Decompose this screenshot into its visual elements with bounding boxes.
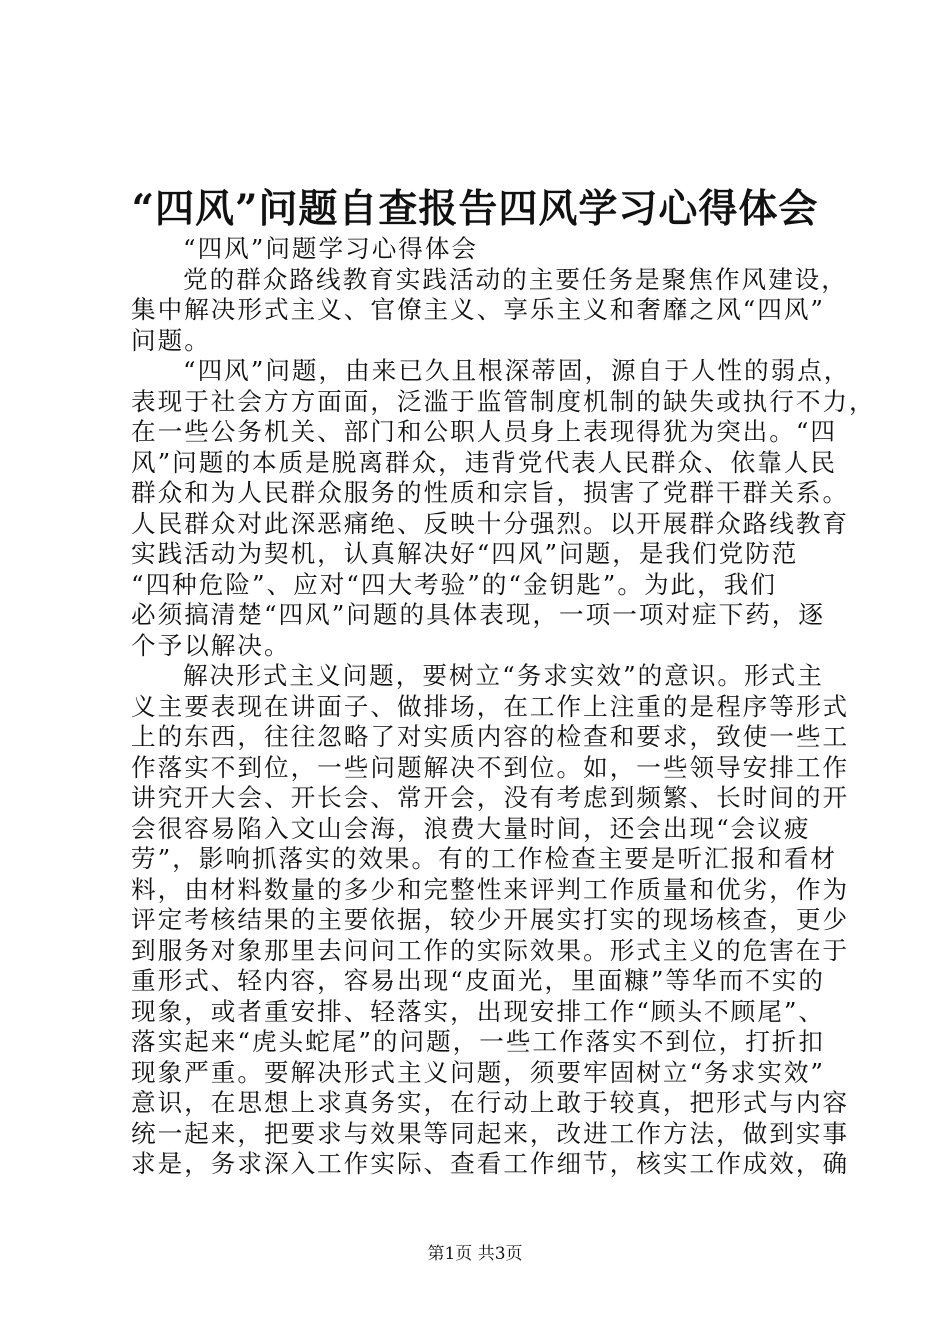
body-line: 在一些公务机关、部门和公职人员身上表现得犹为突出。“四 — [131, 417, 838, 446]
body-line: 现象严重。要解决形式主义问题，须要牢固树立“务求实效” — [131, 1057, 825, 1087]
body-line: 必须搞清楚“四风”问题的具体表现，一项一项对症下药，逐 — [131, 600, 825, 629]
body-line: 风”问题的本质是脱离群众，违背党代表人民群众、依靠人民 — [131, 447, 838, 477]
body-line: 料，由材料数量的多少和完整性来评判工作质量和优劣，作为 — [131, 874, 850, 904]
body-line: 求是，务求深入工作实际、查看工作细节，核实工作成效，确 — [131, 1149, 850, 1178]
body-line: 义主要表现在讲面子、做排场，在工作上注重的是程序等形式 — [131, 691, 850, 721]
body-line: 作落实不到位，一些问题解决不到位。如，一些领导安排工作 — [131, 752, 850, 782]
body-line: 人民群众对此深恶痛绝、反映十分强烈。以开展群众路线教育 — [131, 508, 850, 538]
body-line: 集中解决形式主义、官僚主义、享乐主义和奢靡之风“四风” — [131, 295, 825, 324]
body-line: 会很容易陷入文山会海，浪费大量时间，还会出现“会议疲 — [131, 813, 811, 843]
body-line: 实践活动为契机，认真解决好“四风”问题，是我们党防范 — [131, 539, 799, 568]
document-title: “四风”问题自查报告四风学习心得体会 — [131, 186, 819, 232]
document-body — [131, 234, 876, 1180]
body-line: “四风”问题学习心得体会 — [183, 234, 479, 263]
body-line: 到服务对象那里去问问工作的实际效果。形式主义的危害在于 — [131, 935, 850, 965]
body-line: 劳”，影响抓落实的效果。有的工作检查主要是听汇报和看材 — [131, 844, 838, 873]
body-line: 表现于社会方方面面，泛滥于监管制度机制的缺失或执行不力， — [131, 386, 876, 416]
body-line: 统一起来，把要求与效果等同起来，改进工作方法，做到实事 — [131, 1118, 850, 1148]
body-line: “四种危险”、应对“四大考验”的“金钥匙”。为此，我们 — [131, 569, 777, 599]
body-line: 上的东西，往往忽略了对实质内容的检查和要求，致使一些工 — [131, 722, 850, 751]
body-line: 党的群众路线教育实践活动的主要任务是聚焦作风建设， — [183, 264, 848, 294]
body-line: 评定考核结果的主要依据，较少开展实打实的现场核查，更少 — [131, 905, 850, 934]
body-line: 问题。 — [131, 325, 211, 355]
body-line: 意识，在思想上求真务实，在行动上敢于较真，把形式与内容 — [131, 1088, 850, 1117]
body-line: 群众和为人民群众服务的性质和宗旨，损害了党群干群关系。 — [131, 478, 850, 507]
body-line: 落实起来“虎头蛇尾”的问题，一些工作落实不到位，打折扣 — [131, 1027, 825, 1056]
body-line: “四风”问题，由来已久且根深蒂固，源自于人性的弱点， — [183, 356, 851, 385]
body-line: 解决形式主义问题，要树立“务求实效”的意识。形式主 — [183, 661, 824, 690]
body-line: 重形式、轻内容，容易出现“皮面光，里面糠”等华而不实的 — [131, 966, 825, 995]
body-line: 个予以解决。 — [131, 630, 291, 660]
body-line: 讲究开大会、开长会、常开会，没有考虑到频繁、长时间的开 — [131, 783, 850, 812]
body-line: 现象，或者重安排、轻落实，出现安排工作“顾头不顾尾”、 — [131, 996, 825, 1026]
page-footer: 第1页 共3页 — [427, 1244, 523, 1264]
